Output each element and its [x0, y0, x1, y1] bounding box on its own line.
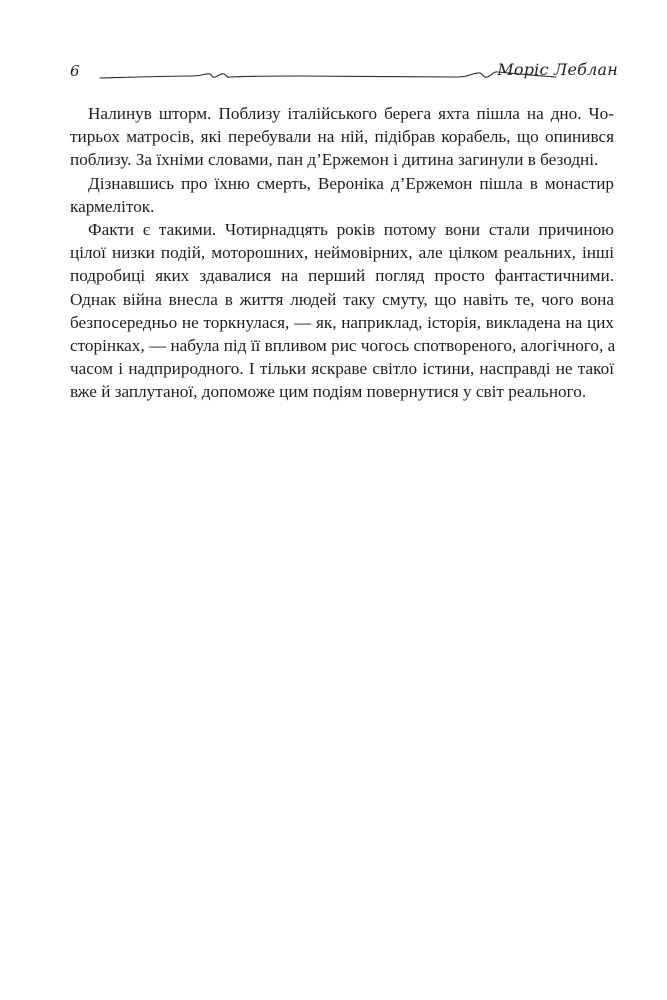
text-line: тирьох матросів, які перебували на ній, підібрав корабель, що опинився — [70, 127, 614, 147]
text-line: цілої низки подій, моторошних, неймовірних, але цілком реальних, інші — [70, 243, 614, 263]
text-line: Факти є такими. Чотирнадцять років потому вони стали причиною — [88, 219, 614, 239]
text-line: кармеліток. — [70, 196, 155, 216]
paragraph — [70, 218, 614, 404]
text-line: Дізнавшись про їхню смерть, Вероніка д’Ержемон пішла в монастир — [88, 173, 614, 193]
paragraph — [70, 102, 614, 172]
paragraph — [70, 172, 614, 218]
text-line: сторінках, — набула під її впливом рис чогось спотвореного, алогічного, а — [70, 335, 616, 355]
text-line: вже й заплутаної, допоможе цим подіям повернутися у світ реального. — [70, 382, 587, 402]
text-line: безпосередньо не торкнулася, — як, наприклад, історія, викладена на цих — [70, 312, 614, 332]
text-line: часом і надприродного. І тільки яскраве світло істини, насправді не такої — [70, 359, 614, 379]
page-header — [70, 58, 618, 88]
body-text — [70, 102, 614, 403]
running-head-author: Моріс Леблан — [497, 60, 618, 79]
decorative-rule-ornament — [98, 64, 558, 84]
text-line: поблизу. За їхніми словами, пан д’Ержемон і дитина загинули в безодні. — [70, 150, 599, 170]
page-number: 6 — [70, 62, 80, 80]
text-line: Налинув шторм. Поблизу італійського берега яхта пішла на дно. Чо- — [88, 104, 614, 123]
text-line: Однак війна внесла в життя людей таку смуту, що навіть те, чого вона — [70, 289, 614, 309]
text-line: подробиці яких здавалися на перший погляд просто фантастичними. — [70, 266, 614, 286]
